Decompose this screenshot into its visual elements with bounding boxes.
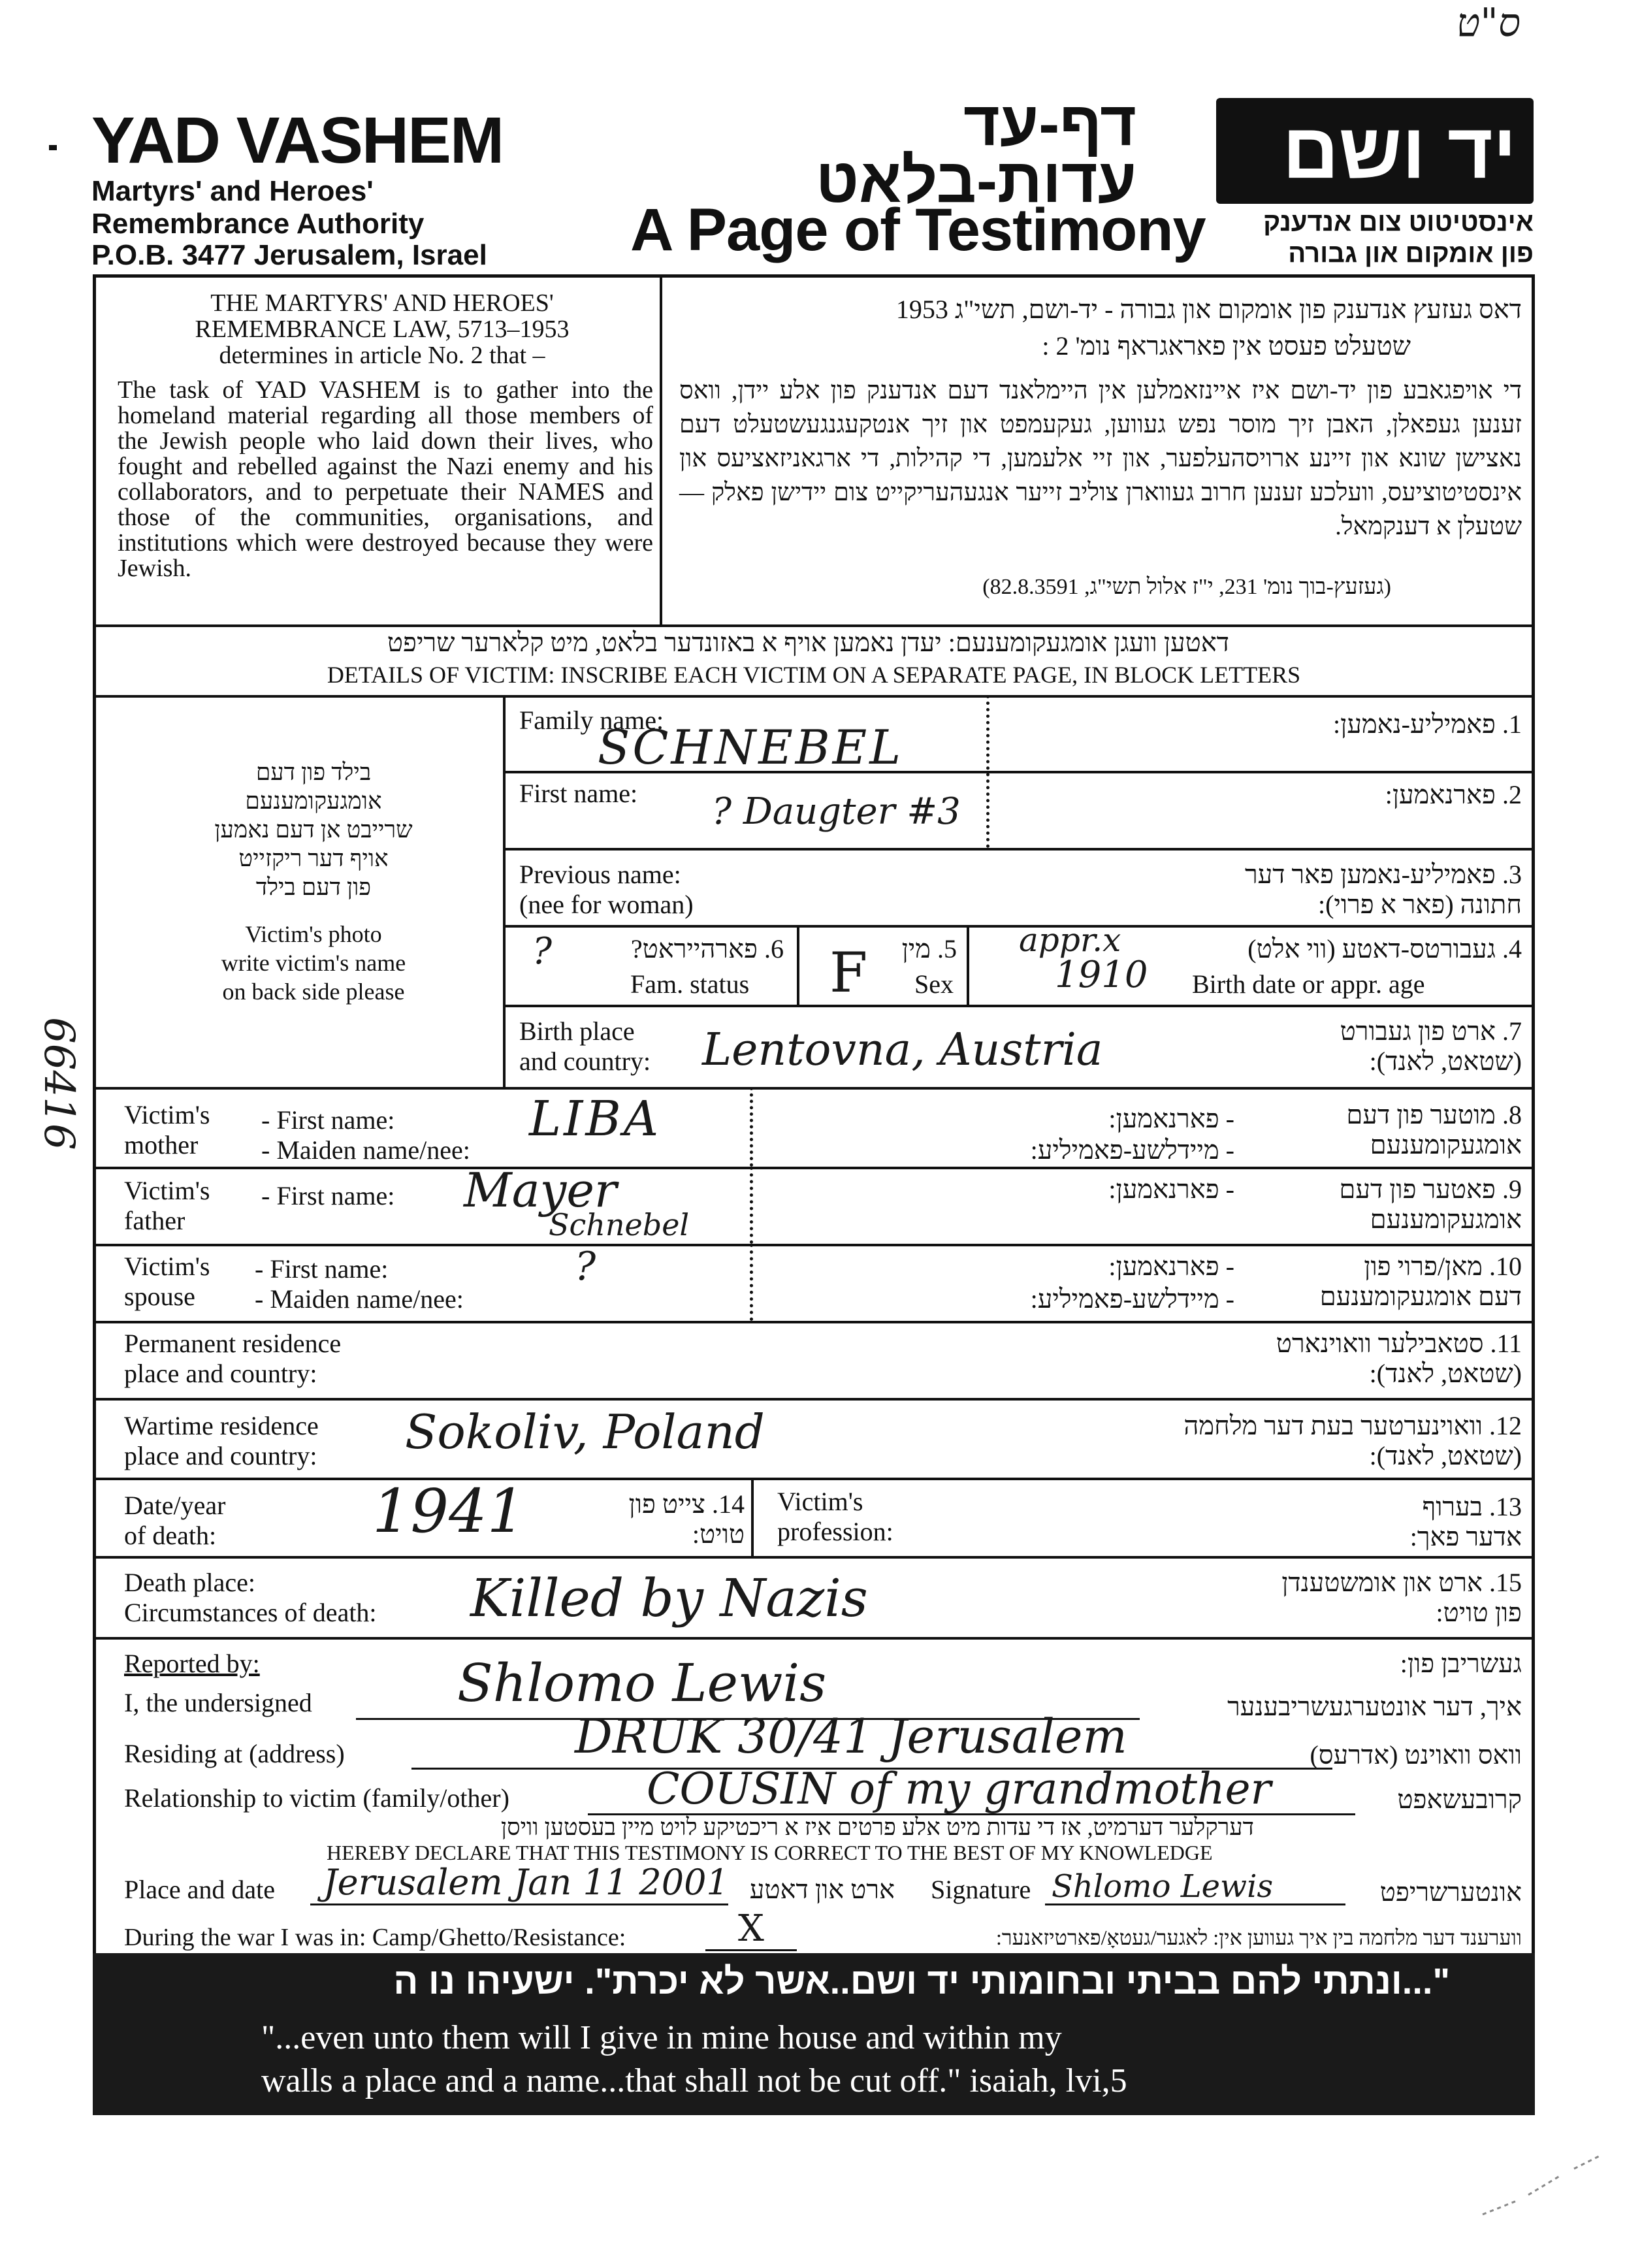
signature-label: Signature [931, 1875, 1031, 1904]
sex-value[interactable]: F [829, 941, 868, 1005]
title-yiddish-2: עדות-בלאט [815, 146, 1136, 216]
wartime-yi-1: 12. וואוינערטער בעת דער מלחמה [1183, 1411, 1522, 1440]
logo-sub-2: פון אומקום און גבורה [1288, 239, 1534, 268]
family-name-value[interactable]: SCHNEBEL [598, 720, 904, 775]
status-divider [797, 925, 799, 1005]
profession-yi-2: אדער פאך: [1409, 1522, 1522, 1551]
details-english: DETAILS OF VICTIM: INSCRIBE EACH VICTIM ON A SEPARATE PAGE, IN BLOCK LETTERS [327, 662, 1301, 688]
mother-yi-first: - פארנאמען: [1108, 1104, 1234, 1133]
family-name-yi: 1. פאמיליע-נאמען: [1333, 709, 1522, 739]
birth-place-label-1: Birth place [519, 1016, 635, 1046]
photo-yi-1: בילד פון דעם [255, 759, 372, 785]
permanent-yi [1110, 1329, 1522, 1389]
photo-yi-2: אומגעקומענעם [245, 788, 382, 814]
residing-label: Residing at (address) [124, 1739, 345, 1768]
law-en-title-3: determines in article No. 2 that – [219, 342, 545, 369]
row8-line [93, 1167, 1535, 1169]
row9-line [93, 1244, 1535, 1246]
birth-place-yi-1: 7. ארט פון געבורט [1340, 1016, 1522, 1046]
spouse-first-label: - First name: [255, 1254, 389, 1284]
row4-line [503, 1005, 1535, 1007]
birth-place-label [519, 1016, 651, 1077]
previous-name-label [519, 860, 694, 920]
footer-english-2: walls a place and a name...that shall not be cut off." isaiah, lvi,5 [261, 2062, 1127, 2099]
bullet-dot [49, 145, 57, 150]
row10-dash [750, 1244, 753, 1321]
mother-yi-2: אומגעקומענעם [1370, 1130, 1522, 1159]
first-name-label: First name: [519, 779, 638, 808]
spouse-label [124, 1252, 210, 1312]
row9-dash [750, 1167, 753, 1244]
spouse-label-1: Victim's [124, 1252, 210, 1281]
org-name: YAD VASHEM [91, 104, 504, 177]
birth-date-value-1[interactable]: appr.x [1019, 921, 1121, 959]
spouse-yi [1241, 1252, 1522, 1312]
birth-place-label-2: and country: [519, 1046, 651, 1076]
fam-status-value[interactable]: ? [532, 930, 553, 973]
father-label-2: father [124, 1206, 185, 1235]
death-place-label-2: Circumstances of death: [124, 1598, 377, 1627]
signature-yi: אונטערשריפט [1379, 1877, 1522, 1907]
spouse-value[interactable]: ? [575, 1244, 596, 1289]
signature-value[interactable]: Shlomo Lewis [1052, 1868, 1274, 1905]
row12-line [93, 1478, 1535, 1480]
org-line-1: Martyrs' and Heroes' [91, 175, 374, 207]
residing-yi: וואס וואוינט (אדרעס) [1310, 1740, 1522, 1770]
title-yiddish-1: דף-עד [963, 89, 1136, 159]
death-date-yi-2: טויט: [692, 1519, 745, 1549]
logo-hebrew: יד ושם [1282, 107, 1517, 195]
law-en-body: The task of YAD VASHEM is to gather into the homeland material regarding all those members of the Jewish people who laid down their lives, who fought and rebelled against the Nazi enemy and his collaborators, and to perpetuate their NAMES and those of the communities, organisations, and institutions which were destroyed because they were Jewish. [118, 376, 653, 582]
spouse-label-2: spouse [124, 1282, 195, 1311]
first-name-yi: 2. פארנאמען: [1385, 780, 1522, 809]
fam-status-yi: 6. פארהייראט? [630, 934, 784, 964]
undersigned-label: I, the undersigned [124, 1688, 312, 1717]
photo-divider [503, 695, 506, 1087]
footer-hebrew: "...ונתתי להם בביתי ובחומותי יד ושם..אשר לא יכרת". ישעיהו נו ה [393, 1960, 1450, 2001]
mother-first-value[interactable]: LIBA [529, 1091, 662, 1147]
spouse-yi-maiden: - מיידלשע-פאמיליע: [1030, 1284, 1234, 1314]
wartime-label-1: Wartime residence [124, 1411, 319, 1440]
profession-yi [1241, 1492, 1522, 1552]
permanent-label-1: Permanent residence [124, 1329, 342, 1358]
death-date-label [124, 1491, 225, 1551]
side-number: 66416 [35, 1017, 83, 1150]
mother-label-1: Victim's [124, 1100, 210, 1129]
declare-en: HEREBY DECLARE THAT THIS TESTIMONY IS CORRECT TO THE BEST OF MY KNOWLEDGE [327, 1841, 1213, 1864]
profession-label [777, 1487, 893, 1547]
profession-label-2: profession: [777, 1517, 893, 1546]
wartime-yi [1045, 1411, 1522, 1471]
place-date-yi: ארט און דאטע [749, 1875, 895, 1904]
father-label-1: Victim's [124, 1176, 210, 1205]
wartime-label [124, 1411, 319, 1471]
law-yi-title-2: שטעלט פעסט אין פאראגראף נומ' 2 : [1042, 331, 1411, 361]
photo-yi-3: שרייבט אן דעם נאמען [214, 817, 413, 843]
profession-yi-1: 13. בערוף [1422, 1492, 1522, 1521]
father-label [124, 1176, 210, 1236]
relationship-label: Relationship to victim (family/other) [124, 1783, 509, 1813]
place-date-label: Place and date [124, 1875, 275, 1904]
death-place-yi-2: פון טויט: [1436, 1598, 1522, 1627]
undersigned-yi: איך, דער אונטערגעשריבענער [1227, 1692, 1522, 1721]
spouse-yi-2: דעם אומגעקומענעם [1319, 1282, 1522, 1311]
law-yi-ref: (געזעץ-בוך נומ' 231, י"ז אלול תשי"ג, 82.8.3591) [982, 575, 1391, 599]
place-date-value[interactable]: Jerusalem Jan 11 2001 [323, 1862, 729, 1903]
footer-english-1: "...even unto them will I give in mine house and within my [261, 2019, 1062, 2056]
photo-yi-4: אויף דער ריקזייט [238, 845, 389, 871]
relationship-value[interactable]: COUSIN of my grandmother [647, 1764, 1272, 1814]
death-date-value[interactable]: 1941 [372, 1476, 526, 1546]
previous-name-yi [1006, 860, 1522, 920]
death-date-label-2: of death: [124, 1521, 217, 1550]
law-en-title [118, 290, 647, 368]
law-yi-body: די אויפגאבע פון יד-ושם איז איינזאמלען אין היימלאנד דעם אנדענק פון אלע יידן, וואס זענען געפאלן, האבן זיך מוסר נפש געווען, געקעמפט און זיך אנטקעגנגעשטעלט דעם נאצישן שונא און זיינע ארויסהעלפער, און זיי אלעמען, די קהילות, די ארגאניזאציעס און אינסטיטוציעס, וועלכע זענען חרוב געווארן צוליב זייער אנגעהעריקייט צום יידישן פאלק — שטעלן א דענקמאל. [679, 377, 1522, 540]
death-place-value[interactable]: Killed by Nazis [470, 1568, 868, 1628]
birth-date-label: Birth date or appr. age [1192, 969, 1425, 999]
father-yi [1241, 1174, 1522, 1235]
death-date-label-1: Date/year [124, 1491, 226, 1520]
death-place-yi [1176, 1568, 1522, 1628]
row13-line [93, 1556, 1535, 1559]
father-surname-value[interactable]: Schnebel [549, 1207, 690, 1242]
details-yiddish: דאטען וועגן אומגעקומענעם: יעדן נאמען אויף א באזונדער בלאט, מיט קלארער שריפט [387, 628, 1229, 657]
first-name-value[interactable]: ? Daugter #3 [712, 790, 961, 833]
photo-en-1: Victim's photo [245, 921, 382, 947]
row1-line [503, 771, 1535, 773]
photo-box [163, 758, 464, 1006]
birth-place-value[interactable]: Lentovna, Austria [702, 1024, 1103, 1076]
wartime-label-2: place and country: [124, 1441, 317, 1470]
fam-status-label: Fam. status [630, 969, 750, 999]
family-name-label: Family name: [519, 705, 664, 735]
mother-yi-1: 8. מוטער פון דעם [1346, 1100, 1522, 1129]
permanent-yi-1: 11. סטאבילער וואוינארט [1276, 1329, 1522, 1358]
details-bottom-line [93, 695, 1535, 698]
death-date-divider [751, 1478, 754, 1556]
birth-place-yi-2: (שטאט, לאנד): [1369, 1046, 1522, 1076]
undersigned-value[interactable]: Shlomo Lewis [457, 1653, 827, 1713]
org-line-3: P.O.B. 3477 Jerusalem, Israel [91, 239, 487, 271]
wartime-yi-2: (שטאט, לאנד): [1369, 1441, 1522, 1470]
row8-dash [750, 1087, 753, 1167]
previous-name-label-1: Previous name: [519, 860, 681, 889]
death-date-yi-1: 14. צייט פון [628, 1489, 745, 1519]
wartime-value[interactable]: Sokoliv, Poland [405, 1404, 765, 1459]
law-en-title-2: REMEMBRANCE LAW, 5713–1953 [195, 316, 570, 343]
residing-value[interactable]: DRUK 30/41 Jerusalem [575, 1709, 1127, 1764]
law-divider [660, 274, 662, 624]
during-war-yi: ווערענד דער מלחמה בין איך געווען אין: לאגער/געטאָ/פארטיזאנער: [995, 1926, 1522, 1949]
spouse-yi-1: 10. מאן/פרוי פון [1364, 1252, 1522, 1281]
birth-date-yi: 4. געבורטס-דאטע (ווי אלט) [1247, 934, 1522, 964]
during-war-value[interactable]: X [738, 1907, 764, 1950]
father-yi-first: - פארנאמען: [1108, 1174, 1234, 1204]
row15-line [93, 1637, 1535, 1640]
birth-date-value-2[interactable]: 1910 [1055, 954, 1148, 996]
previous-name-yi-1: 3. פאמיליע-נאמען פאר דער [1244, 860, 1522, 889]
mother-label [124, 1100, 210, 1160]
death-place-label [124, 1568, 377, 1628]
death-place-label-1: Death place: [124, 1568, 255, 1597]
reported-by-yi: געשריבן פון: [1400, 1649, 1522, 1678]
photo-en-2: write victim's name [221, 950, 406, 976]
death-date-yi [575, 1489, 745, 1549]
mother-yi-maiden: - מיידלשע-פאמיליע: [1030, 1135, 1234, 1165]
reported-by-label: Reported by: [124, 1649, 260, 1678]
org-line-2: Remembrance Authority [91, 208, 425, 240]
father-first-label: - First name: [261, 1181, 395, 1210]
mother-label-2: mother [124, 1130, 199, 1159]
row2-line [503, 848, 1535, 850]
title-english: A Page of Testimony [630, 197, 1206, 263]
birth-place-yi [1136, 1016, 1522, 1077]
logo-sub-1: אינסטיטוט צום אנדענק [1263, 208, 1534, 236]
during-war-label: During the war I was in: Camp/Ghetto/Resistance: [124, 1924, 626, 1951]
previous-name-yi-2: חתונה (פאר א פרוי): [1317, 890, 1522, 919]
place-date-line [310, 1904, 728, 1905]
photo-en-3: on back side please [222, 979, 405, 1005]
father-yi-2: אומגעקומענעם [1370, 1205, 1522, 1234]
profession-label-1: Victim's [777, 1487, 863, 1516]
mother-maiden-label: - Maiden name/nee: [261, 1135, 470, 1165]
mother-first-label: - First name: [261, 1105, 395, 1135]
sex-label: Sex [914, 969, 954, 999]
spouse-yi-first: - פארנאמען: [1108, 1252, 1234, 1281]
permanent-label [124, 1329, 341, 1389]
declare-yi: דערקלער דערמיט, אז די עדות מיט אלע פרטים איז א ריכטיקע לויט מיין בעסטען וויסן [500, 1814, 1254, 1840]
permanent-label-2: place and country: [124, 1359, 317, 1388]
previous-name-label-2: (nee for woman) [519, 890, 694, 919]
sex-divider [967, 925, 969, 1005]
photo-yi-5: פון דעם בילד [255, 874, 372, 900]
sex-yi: 5. מין [901, 934, 957, 964]
father-yi-1: 9. פאטער פון דעם [1339, 1174, 1522, 1204]
spouse-maiden-label: - Maiden name/nee: [255, 1284, 464, 1314]
law-yi-title-1: דאס געזעץ אנדענק פון אומקום און גבורה - יד-ושם, תשי"ג 1953 [895, 295, 1522, 324]
row10-line [93, 1321, 1535, 1323]
row11-line [93, 1398, 1535, 1401]
law-en-title-1: THE MARTYRS' AND HEROES' [210, 289, 554, 317]
relationship-yi: קרובעשאפט [1397, 1785, 1522, 1814]
corner-mark: ס"ט [1456, 0, 1520, 46]
mother-yi [1241, 1100, 1522, 1160]
permanent-yi-2: (שטאט, לאנד): [1369, 1359, 1522, 1388]
death-place-yi-1: 15. ארט און אומשטענדן [1281, 1568, 1522, 1597]
row7-line [93, 1087, 1535, 1090]
scribble-mark [1476, 2149, 1607, 2228]
father-first-value[interactable]: Mayer [464, 1163, 617, 1218]
